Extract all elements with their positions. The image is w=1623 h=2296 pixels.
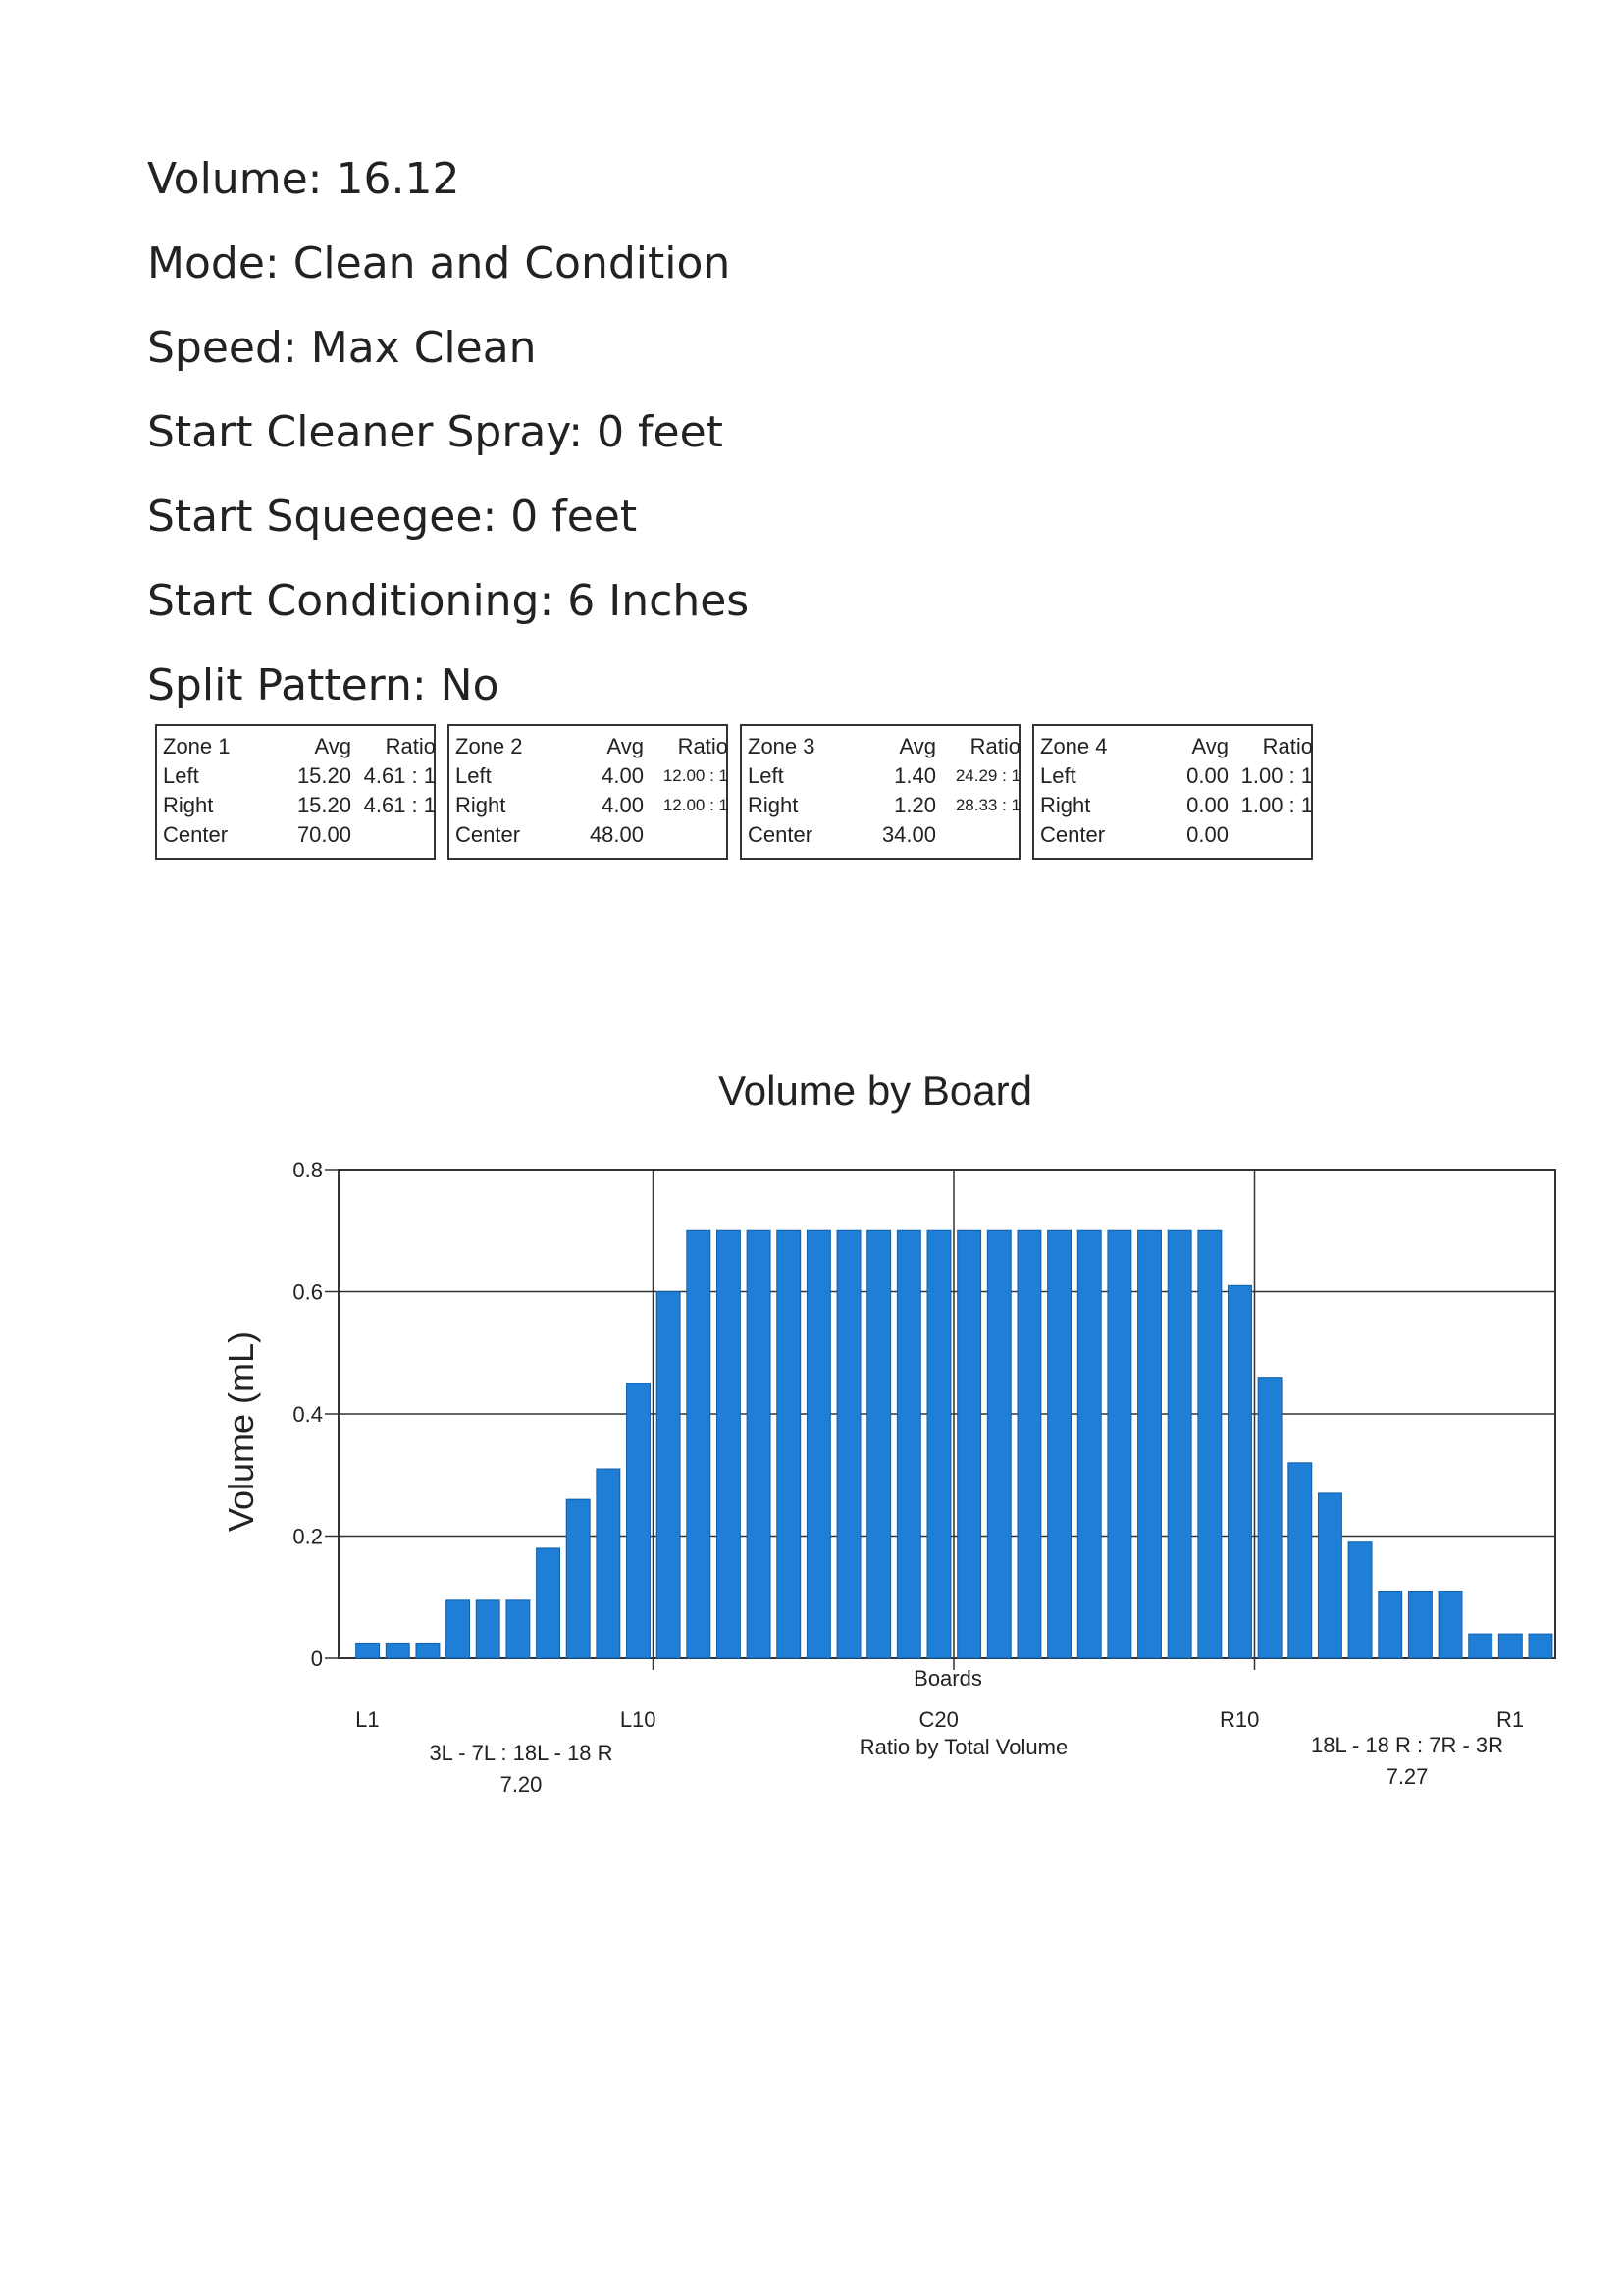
left-ratio-value: 7.20 bbox=[499, 1772, 543, 1797]
setting-label: Split Pattern : bbox=[147, 660, 441, 710]
setting-volume bbox=[147, 145, 749, 230]
bar-board-40 bbox=[1529, 1634, 1552, 1658]
zone-row-left bbox=[748, 761, 1021, 791]
y-tick-label: 0.8 bbox=[292, 1158, 323, 1182]
row-label: Right bbox=[1040, 793, 1091, 817]
zone-table-1 bbox=[155, 724, 436, 860]
zone-header-row bbox=[163, 732, 436, 761]
row-label: Left bbox=[163, 763, 199, 788]
zone-row-center bbox=[748, 820, 1011, 850]
zone-row-left bbox=[163, 761, 436, 791]
zone-table-3 bbox=[740, 724, 1021, 860]
row-label: Left bbox=[1040, 763, 1076, 788]
zone-row-center bbox=[163, 820, 426, 850]
bar-board-33 bbox=[1318, 1493, 1341, 1658]
setting-value: No bbox=[440, 660, 499, 710]
bar-board-37 bbox=[1439, 1592, 1462, 1658]
ratio-caption: Ratio by Total Volume bbox=[859, 1735, 1069, 1759]
row-avg: 34.00 bbox=[881, 822, 936, 847]
zone-row-left bbox=[1040, 761, 1313, 791]
row-ratio: 12.00 : 1 bbox=[662, 796, 728, 814]
avg-header: Avg bbox=[1191, 734, 1229, 758]
bar-board-21 bbox=[958, 1230, 981, 1658]
y-tick-label: 0.4 bbox=[292, 1402, 323, 1427]
setting-label: Speed : bbox=[147, 323, 311, 373]
ratio-header: Ratio bbox=[677, 734, 728, 758]
zone-tables bbox=[155, 724, 1323, 863]
x-tick-label: L10 bbox=[619, 1707, 656, 1732]
bar-board-9 bbox=[597, 1469, 620, 1658]
row-avg: 1.20 bbox=[894, 793, 936, 817]
setting-label: Start Cleaner Spray : bbox=[147, 407, 597, 457]
row-label: Center bbox=[748, 822, 813, 847]
ratio-header: Ratio bbox=[1262, 734, 1313, 758]
setting-start-conditioning bbox=[147, 567, 749, 652]
zone-name: Zone 1 bbox=[163, 734, 231, 758]
row-label: Center bbox=[1040, 822, 1106, 847]
row-avg: 0.00 bbox=[1186, 793, 1229, 817]
setting-value: 0 feet bbox=[510, 492, 638, 542]
bar-board-27 bbox=[1138, 1230, 1162, 1658]
bar-board-39 bbox=[1498, 1634, 1522, 1658]
x-tick-label: R1 bbox=[1495, 1707, 1525, 1732]
bar-board-35 bbox=[1379, 1592, 1402, 1658]
zone-name: Zone 3 bbox=[748, 734, 815, 758]
setting-speed bbox=[147, 314, 749, 398]
right-ratio-value: 7.27 bbox=[1386, 1764, 1429, 1789]
row-avg: 1.40 bbox=[894, 763, 936, 788]
row-avg: 48.00 bbox=[589, 822, 644, 847]
settings-list bbox=[147, 145, 749, 736]
ratio-header: Ratio bbox=[385, 734, 436, 758]
avg-header: Avg bbox=[606, 734, 644, 758]
zone-header-row bbox=[455, 732, 728, 761]
left-ratio-label: 3L - 7L : 18L - 18 R bbox=[429, 1741, 613, 1765]
setting-value: 0 feet bbox=[597, 407, 723, 457]
bar-board-7 bbox=[537, 1548, 560, 1658]
bar-board-1 bbox=[356, 1643, 380, 1658]
bar-board-38 bbox=[1469, 1634, 1492, 1658]
row-avg: 15.20 bbox=[296, 793, 351, 817]
bar-board-14 bbox=[747, 1230, 770, 1658]
row-ratio: 12.00 : 1 bbox=[662, 766, 728, 785]
setting-value: Clean and Condition bbox=[292, 238, 731, 288]
row-avg: 15.20 bbox=[296, 763, 351, 788]
row-avg: 4.00 bbox=[602, 763, 644, 788]
row-avg: 70.00 bbox=[296, 822, 351, 847]
zone-row-left bbox=[455, 761, 728, 791]
bar-board-29 bbox=[1198, 1230, 1222, 1658]
setting-label: Volume : bbox=[147, 154, 336, 204]
x-tick-label: R10 bbox=[1219, 1707, 1260, 1732]
row-ratio: 4.61 : 1 bbox=[363, 793, 436, 817]
setting-start-squeegee bbox=[147, 483, 749, 567]
bar-board-22 bbox=[987, 1230, 1011, 1658]
zone-name: Zone 2 bbox=[455, 734, 523, 758]
bar-board-5 bbox=[476, 1600, 499, 1658]
row-ratio: 28.33 : 1 bbox=[955, 796, 1021, 814]
zone-row-right bbox=[163, 791, 436, 820]
avg-header: Avg bbox=[314, 734, 351, 758]
zone-header-row bbox=[1040, 732, 1313, 761]
bar-board-31 bbox=[1258, 1378, 1282, 1658]
bar-board-10 bbox=[627, 1383, 651, 1658]
setting-value: Max Clean bbox=[310, 323, 537, 373]
bar-board-36 bbox=[1408, 1592, 1432, 1658]
x-tick-label: C20 bbox=[918, 1707, 959, 1732]
bar-board-28 bbox=[1168, 1230, 1191, 1658]
row-avg: 4.00 bbox=[602, 793, 644, 817]
row-label: Right bbox=[163, 793, 214, 817]
bar-board-24 bbox=[1048, 1230, 1072, 1658]
bar-board-23 bbox=[1018, 1230, 1041, 1658]
volume-by-board-chart bbox=[0, 1040, 1623, 1845]
bar-board-19 bbox=[897, 1230, 920, 1658]
row-label: Right bbox=[748, 793, 799, 817]
zone-table-2 bbox=[447, 724, 728, 860]
row-ratio: 24.29 : 1 bbox=[955, 766, 1021, 785]
row-avg: 0.00 bbox=[1186, 822, 1229, 847]
setting-start-cleaner-spray bbox=[147, 398, 749, 483]
bar-board-16 bbox=[807, 1230, 830, 1658]
row-label: Left bbox=[455, 763, 492, 788]
zone-row-center bbox=[1040, 820, 1303, 850]
zone-header-row bbox=[748, 732, 1021, 761]
bar-board-32 bbox=[1288, 1463, 1312, 1658]
bar-board-6 bbox=[506, 1600, 530, 1658]
row-label: Right bbox=[455, 793, 506, 817]
row-avg: 0.00 bbox=[1186, 763, 1229, 788]
bar-board-8 bbox=[566, 1499, 590, 1658]
row-ratio: 1.00 : 1 bbox=[1240, 763, 1313, 788]
zone-row-right bbox=[1040, 791, 1313, 820]
bar-board-20 bbox=[927, 1230, 951, 1658]
x-axis-label: Boards bbox=[914, 1666, 982, 1691]
setting-label: Start Squeegee : bbox=[147, 492, 510, 542]
setting-value: 16.12 bbox=[336, 154, 460, 204]
bar-board-25 bbox=[1077, 1230, 1101, 1658]
y-tick-label: 0.6 bbox=[292, 1279, 323, 1305]
setting-mode bbox=[147, 230, 749, 314]
avg-header: Avg bbox=[899, 734, 936, 758]
setting-label: Mode : bbox=[147, 238, 293, 288]
row-ratio: 1.00 : 1 bbox=[1240, 793, 1313, 817]
row-label: Center bbox=[163, 822, 229, 847]
row-label: Left bbox=[748, 763, 784, 788]
right-ratio-label: 18L - 18 R : 7R - 3R bbox=[1310, 1733, 1504, 1757]
bar-board-26 bbox=[1108, 1230, 1131, 1658]
zone-row-right bbox=[455, 791, 728, 820]
setting-label: Start Conditioning : bbox=[147, 576, 567, 626]
zone-row-center bbox=[455, 820, 718, 850]
bar-board-30 bbox=[1229, 1285, 1252, 1658]
y-tick-label: 0.2 bbox=[292, 1524, 323, 1549]
bar-board-3 bbox=[416, 1643, 440, 1658]
ratio-header: Ratio bbox=[969, 734, 1021, 758]
bar-board-34 bbox=[1348, 1542, 1372, 1658]
zone-table-4 bbox=[1032, 724, 1313, 860]
row-ratio: 4.61 : 1 bbox=[363, 763, 436, 788]
bar-board-4 bbox=[446, 1600, 470, 1658]
bar-board-18 bbox=[867, 1230, 891, 1658]
zone-name: Zone 4 bbox=[1040, 734, 1108, 758]
bar-board-15 bbox=[777, 1230, 801, 1658]
bar-board-13 bbox=[716, 1230, 740, 1658]
row-label: Center bbox=[455, 822, 521, 847]
bar-board-17 bbox=[837, 1230, 861, 1658]
zone-row-right bbox=[748, 791, 1021, 820]
bar-board-11 bbox=[656, 1292, 680, 1659]
chart-title: Volume by Board bbox=[718, 1068, 1032, 1114]
setting-value: 6 Inches bbox=[567, 576, 750, 626]
bar-board-2 bbox=[386, 1643, 409, 1658]
x-tick-label: L1 bbox=[355, 1707, 380, 1732]
y-axis-label: Volume (mL) bbox=[221, 1331, 261, 1533]
y-tick-label: 0 bbox=[310, 1646, 323, 1671]
bar-board-12 bbox=[687, 1230, 710, 1658]
